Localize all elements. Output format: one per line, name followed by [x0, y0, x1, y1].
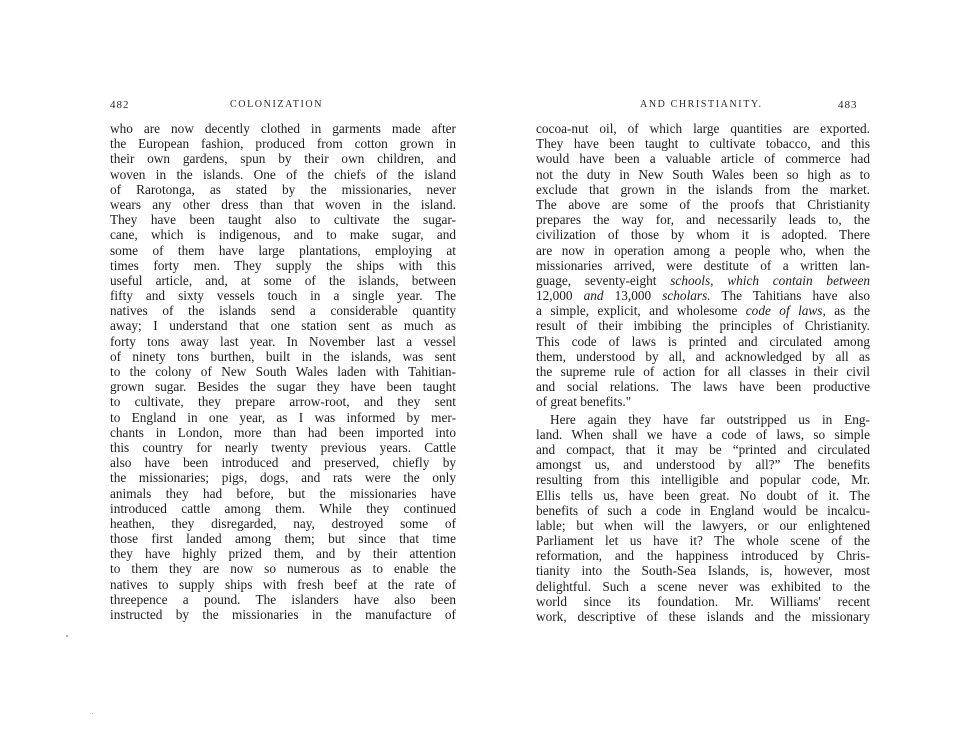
text-line: to the colony of New South Wales laden with Tahitian-	[110, 364, 456, 379]
text-line: cocoa-nut oil, of which large quantities are exported.	[536, 121, 870, 136]
text-line: to England in one year, as I was informed by mer-	[110, 409, 456, 425]
text-line: the supreme rule of action for all classes in their civil	[536, 364, 870, 379]
text-line: animals they had before, but the missionaries have	[110, 485, 456, 501]
text-line: also have been introduced and preserved, chiefly by	[110, 455, 456, 471]
text-line: them, understood by all, and acknowledged by all as	[536, 348, 870, 364]
italic-segment: scholars.	[662, 288, 711, 304]
text-line: heathen, they disregarded, nay, destroyed some of	[110, 515, 456, 531]
text-line: Parliament let us have it? The whole scene of the	[536, 533, 870, 549]
text-line: away; I understand that one station sent as much as	[110, 318, 456, 334]
text-line: Here again they have far outstripped us in Eng-	[550, 411, 870, 427]
text-line: The above are some of the proofs that Christianity	[536, 196, 870, 212]
text-line	[536, 303, 870, 318]
text-line: reformation, and the happiness introduced by Chris-	[536, 548, 870, 564]
text-line: cane, which is indigenous, and to make sugar, and	[110, 227, 456, 243]
text-line: the European fashion, produced from cotton grown in	[110, 136, 456, 152]
text-line: work, descriptive of these islands and the missionary	[536, 609, 870, 624]
text-line: civilization of those by whom it is adopted. There	[536, 227, 870, 243]
italic-segment: and	[583, 288, 604, 304]
text-line: tianity into the South-Sea Islands, is, however, most	[536, 563, 870, 579]
text-line: result of their imbibing the principles of Christianity.	[536, 318, 870, 334]
text-line: land. When shall we have a code of laws, so simple	[536, 426, 870, 442]
text-line: chants in London, more than had been imported into	[110, 424, 456, 440]
text-line: prepares the way for, and necessarily leads to, the	[536, 212, 870, 228]
left-page-text	[110, 121, 456, 622]
text-line: natives to supply ships with fresh beef at the rate of	[110, 576, 456, 592]
text-line: those first landed among them; but since that time	[110, 531, 456, 547]
text-line: fifty and sixty vessels touch in a single year. The	[110, 288, 456, 304]
running-title-right: AND CHRISTIANITY.	[640, 99, 763, 110]
running-title-left: COLONIZATION	[230, 99, 324, 110]
text-line: grown sugar. Besides the sugar they have been taught	[110, 379, 456, 395]
right-page-text	[536, 121, 870, 624]
text-line: resulting from this intelligible and popular code, Mr.	[536, 472, 870, 488]
text-line: This code of laws is printed and circulated among	[536, 333, 870, 349]
text-line: would have been a valuable article of commerce had	[536, 151, 870, 167]
page-number-right: 483	[838, 99, 858, 111]
text-line: to cultivate, they prepare arrow-root, and they sent	[110, 394, 456, 410]
text-line: introduced cattle among them. While they continued	[110, 500, 456, 516]
text-segment: guage, seventy-eight	[536, 272, 671, 288]
text-line: lable; but when will the lawyers, or our enlightened	[536, 517, 870, 533]
text-line: of great benefits."	[536, 394, 632, 410]
text-line: delightful. Such a scene never was exhibited to the	[536, 578, 870, 594]
text-line: benefits of such a code in England would be incalcu-	[536, 502, 870, 518]
text-segment: 12,000	[536, 288, 584, 304]
text-line: They have been taught to cultivate tobacco, and this	[536, 136, 870, 152]
page-number-left: 482	[110, 99, 130, 111]
text-line: woven in the islands. One of the chiefs of the island	[110, 166, 456, 182]
text-line: and social relations. The laws have been productive	[536, 379, 870, 395]
text-line: amongst us, and understood by all?” The benefits	[536, 457, 870, 473]
text-line: the missionaries; pigs, dogs, and rats were the only	[110, 470, 456, 486]
text-line: of ninety tons burthen, built in the islands, was sent	[110, 348, 456, 364]
text-line: world since its foundation. Mr. Williams' recent	[536, 593, 870, 609]
text-line: this country for nearly twenty previous years. Cattle	[110, 439, 456, 455]
text-line: they have highly prized them, and by their attention	[110, 546, 456, 562]
text-line: and compact, that it may be “printed and circulated	[536, 441, 870, 457]
text-line: to them they are now so numerous as to enable the	[110, 561, 456, 577]
text-line: some of them have large plantations, employing at	[110, 242, 456, 258]
text-line: missionaries arrived, were destitute of a written lan-	[536, 257, 870, 273]
text-line: not the duty in New South Wales been so high as to	[536, 166, 870, 182]
text-line: threepence a pound. The islanders have also been	[110, 591, 456, 607]
text-line: times forty men. They supply the ships with this	[110, 257, 456, 273]
scan-speck	[66, 635, 68, 637]
italic-segment: code of laws,	[745, 303, 826, 319]
scan-speck	[92, 713, 93, 714]
text-line: useful article, and, at some of the islands, between	[110, 272, 456, 288]
text-line: natives of the islands send a considerable quantity	[110, 303, 456, 319]
text-line: forty tons away last year. In November last a vessel	[110, 333, 456, 349]
text-segment: The Tahitians have also	[710, 288, 871, 304]
text-line: exclude that grown in the islands from the market.	[536, 181, 870, 197]
text-line: are now in operation among a people who, when the	[536, 242, 870, 258]
text-line: their own gardens, spun by their own children, and	[110, 151, 456, 167]
text-line	[536, 288, 870, 303]
text-line: instructed by the missionaries in the manufacture of	[110, 607, 456, 622]
text-segment: a simple, explicit, and wholesome	[536, 303, 746, 319]
text-line: wears any other dress than that woven in the island.	[110, 196, 456, 212]
text-line	[536, 273, 870, 288]
text-line: They have been taught also to cultivate the sugar-	[110, 212, 456, 228]
text-line: Ellis tells us, have been great. No doubt of it. The	[536, 487, 870, 503]
italic-segment: schools, which contain between	[670, 272, 870, 288]
text-segment: as the	[825, 303, 870, 319]
text-line: of Rarotonga, as stated by the missionaries, never	[110, 181, 456, 197]
text-segment: 13,000	[603, 288, 663, 304]
text-line: who are now decently clothed in garments made after	[110, 121, 456, 136]
